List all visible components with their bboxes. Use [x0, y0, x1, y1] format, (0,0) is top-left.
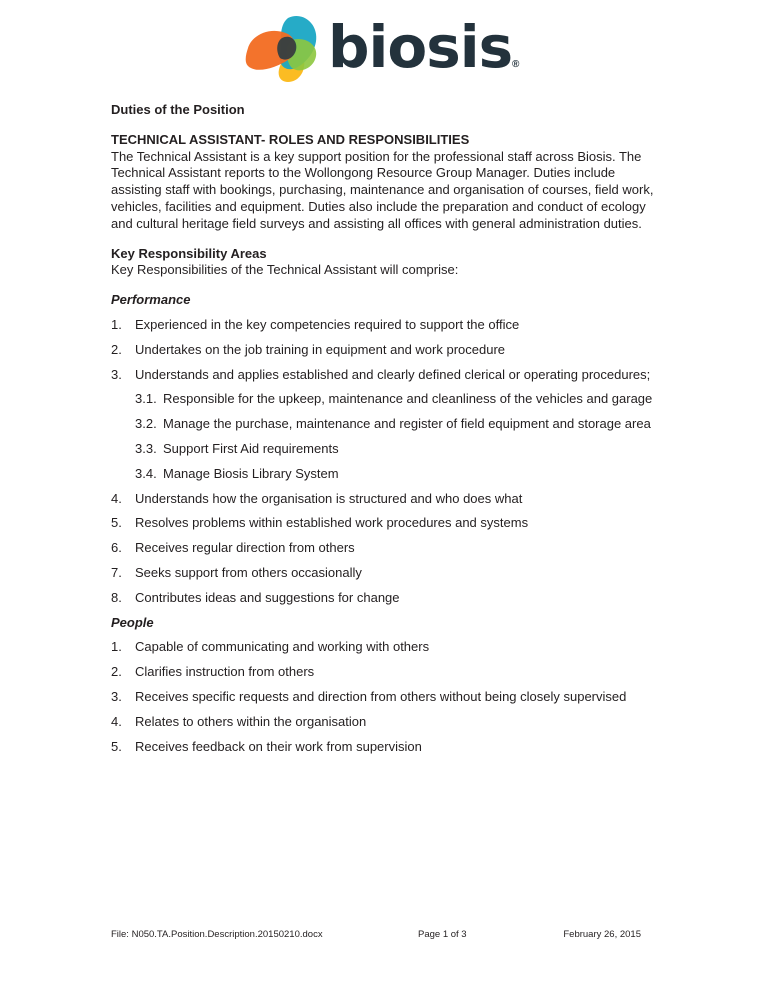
- item-text: Receives regular direction from others: [135, 540, 355, 556]
- list-item: [111, 714, 661, 731]
- list-item: [111, 367, 661, 384]
- biosis-wordmark: biosis: [328, 13, 513, 81]
- biosis-logo-mark-icon: [242, 12, 328, 84]
- item-text: Undertakes on the job training in equipment and work procedure: [135, 341, 506, 357]
- list-item: [111, 515, 661, 532]
- item-number: 8.: [111, 589, 122, 605]
- item-number: 5.: [111, 515, 122, 531]
- list-item: [111, 540, 661, 557]
- item-text: Clarifies instruction from others: [135, 664, 315, 680]
- kra-title: Key Responsibility Areas: [111, 245, 267, 261]
- item-text: Responsible for the upkeep, maintenance and cleanliness of the vehicles and garage: [163, 391, 653, 407]
- performance-sublist: [111, 391, 661, 482]
- biosis-logo: [242, 12, 532, 84]
- list-item: [111, 590, 661, 607]
- item-number: 4.: [111, 713, 122, 729]
- footer-date: February 26, 2015: [563, 929, 641, 940]
- item-text: Contributes ideas and suggestions for change: [135, 589, 400, 605]
- item-text: Support First Aid requirements: [163, 440, 339, 456]
- item-text: Manage the purchase, maintenance and register of field equipment and storage area: [163, 416, 651, 432]
- list-item: [111, 491, 661, 508]
- document-body: [111, 102, 661, 763]
- kra-text: Key Responsibilities of the Technical Assistant will comprise:: [111, 262, 459, 278]
- people-list: [111, 639, 661, 755]
- registered-mark: ®: [512, 59, 520, 70]
- performance-heading: Performance: [111, 292, 191, 308]
- item-number: 3.4.: [135, 465, 157, 481]
- sublist-item: [135, 391, 661, 408]
- item-number: 3.: [111, 688, 122, 704]
- item-text: Relates to others within the organisation: [135, 713, 367, 729]
- item-text: Experienced in the key competencies required to support the office: [135, 316, 520, 332]
- sublist-item: [135, 416, 661, 433]
- list-item: [111, 689, 661, 706]
- item-number: 1.: [111, 316, 122, 332]
- footer-page-number: Page 1 of 3: [418, 929, 467, 940]
- list-item: [111, 664, 661, 681]
- item-text: Capable of communicating and working with others: [135, 639, 430, 655]
- item-number: 3.3.: [135, 440, 157, 456]
- role-description: The Technical Assistant is a key support position for the professional staff across Biosis. The Technical Assistant reports to the Wollongong Resource Group Manager. Duties include assisting staff with bookings, purchasing, maintenance and organisation of courses, field work, vehicles, facilities and equipment. Duties also include the preparation and conduct of ecology and cultural heritage field surveys and assisting all offices with general administration duties.: [111, 148, 654, 231]
- sublist-item: [135, 441, 661, 458]
- item-number: 3.1.: [135, 391, 157, 407]
- footer-filename: File: N050.TA.Position.Description.20150210.docx: [111, 929, 323, 940]
- list-item: [111, 739, 661, 756]
- item-text: Resolves problems within established work procedures and systems: [135, 515, 529, 531]
- item-number: 2.: [111, 664, 122, 680]
- performance-list: [111, 317, 661, 607]
- item-number: 1.: [111, 639, 122, 655]
- item-text: Receives specific requests and direction from others without being closely supervised: [135, 688, 627, 704]
- page-footer: [111, 928, 641, 942]
- role-title: TECHNICAL ASSISTANT- ROLES AND RESPONSIBILITIES: [111, 131, 470, 147]
- item-text: Receives feedback on their work from supervision: [135, 738, 422, 754]
- item-number: 2.: [111, 341, 122, 357]
- item-number: 7.: [111, 564, 122, 580]
- item-number: 5.: [111, 738, 122, 754]
- list-item: [111, 342, 661, 359]
- item-text: Seeks support from others occasionally: [135, 564, 362, 580]
- list-item: [111, 639, 661, 656]
- item-number: 6.: [111, 540, 122, 556]
- list-item: [111, 565, 661, 582]
- sublist-item: [135, 466, 661, 483]
- people-heading: People: [111, 614, 154, 630]
- item-text: Understands and applies established and clearly defined clerical or operating procedures;: [135, 366, 651, 382]
- sublist-container: [111, 391, 661, 482]
- list-item: [111, 317, 661, 334]
- page-heading: Duties of the Position: [111, 102, 245, 117]
- item-number: 3.2.: [135, 416, 157, 432]
- item-text: Understands how the organisation is structured and who does what: [135, 490, 523, 506]
- item-number: 3.: [111, 366, 122, 382]
- item-number: 4.: [111, 490, 122, 506]
- item-text: Manage Biosis Library System: [163, 465, 339, 481]
